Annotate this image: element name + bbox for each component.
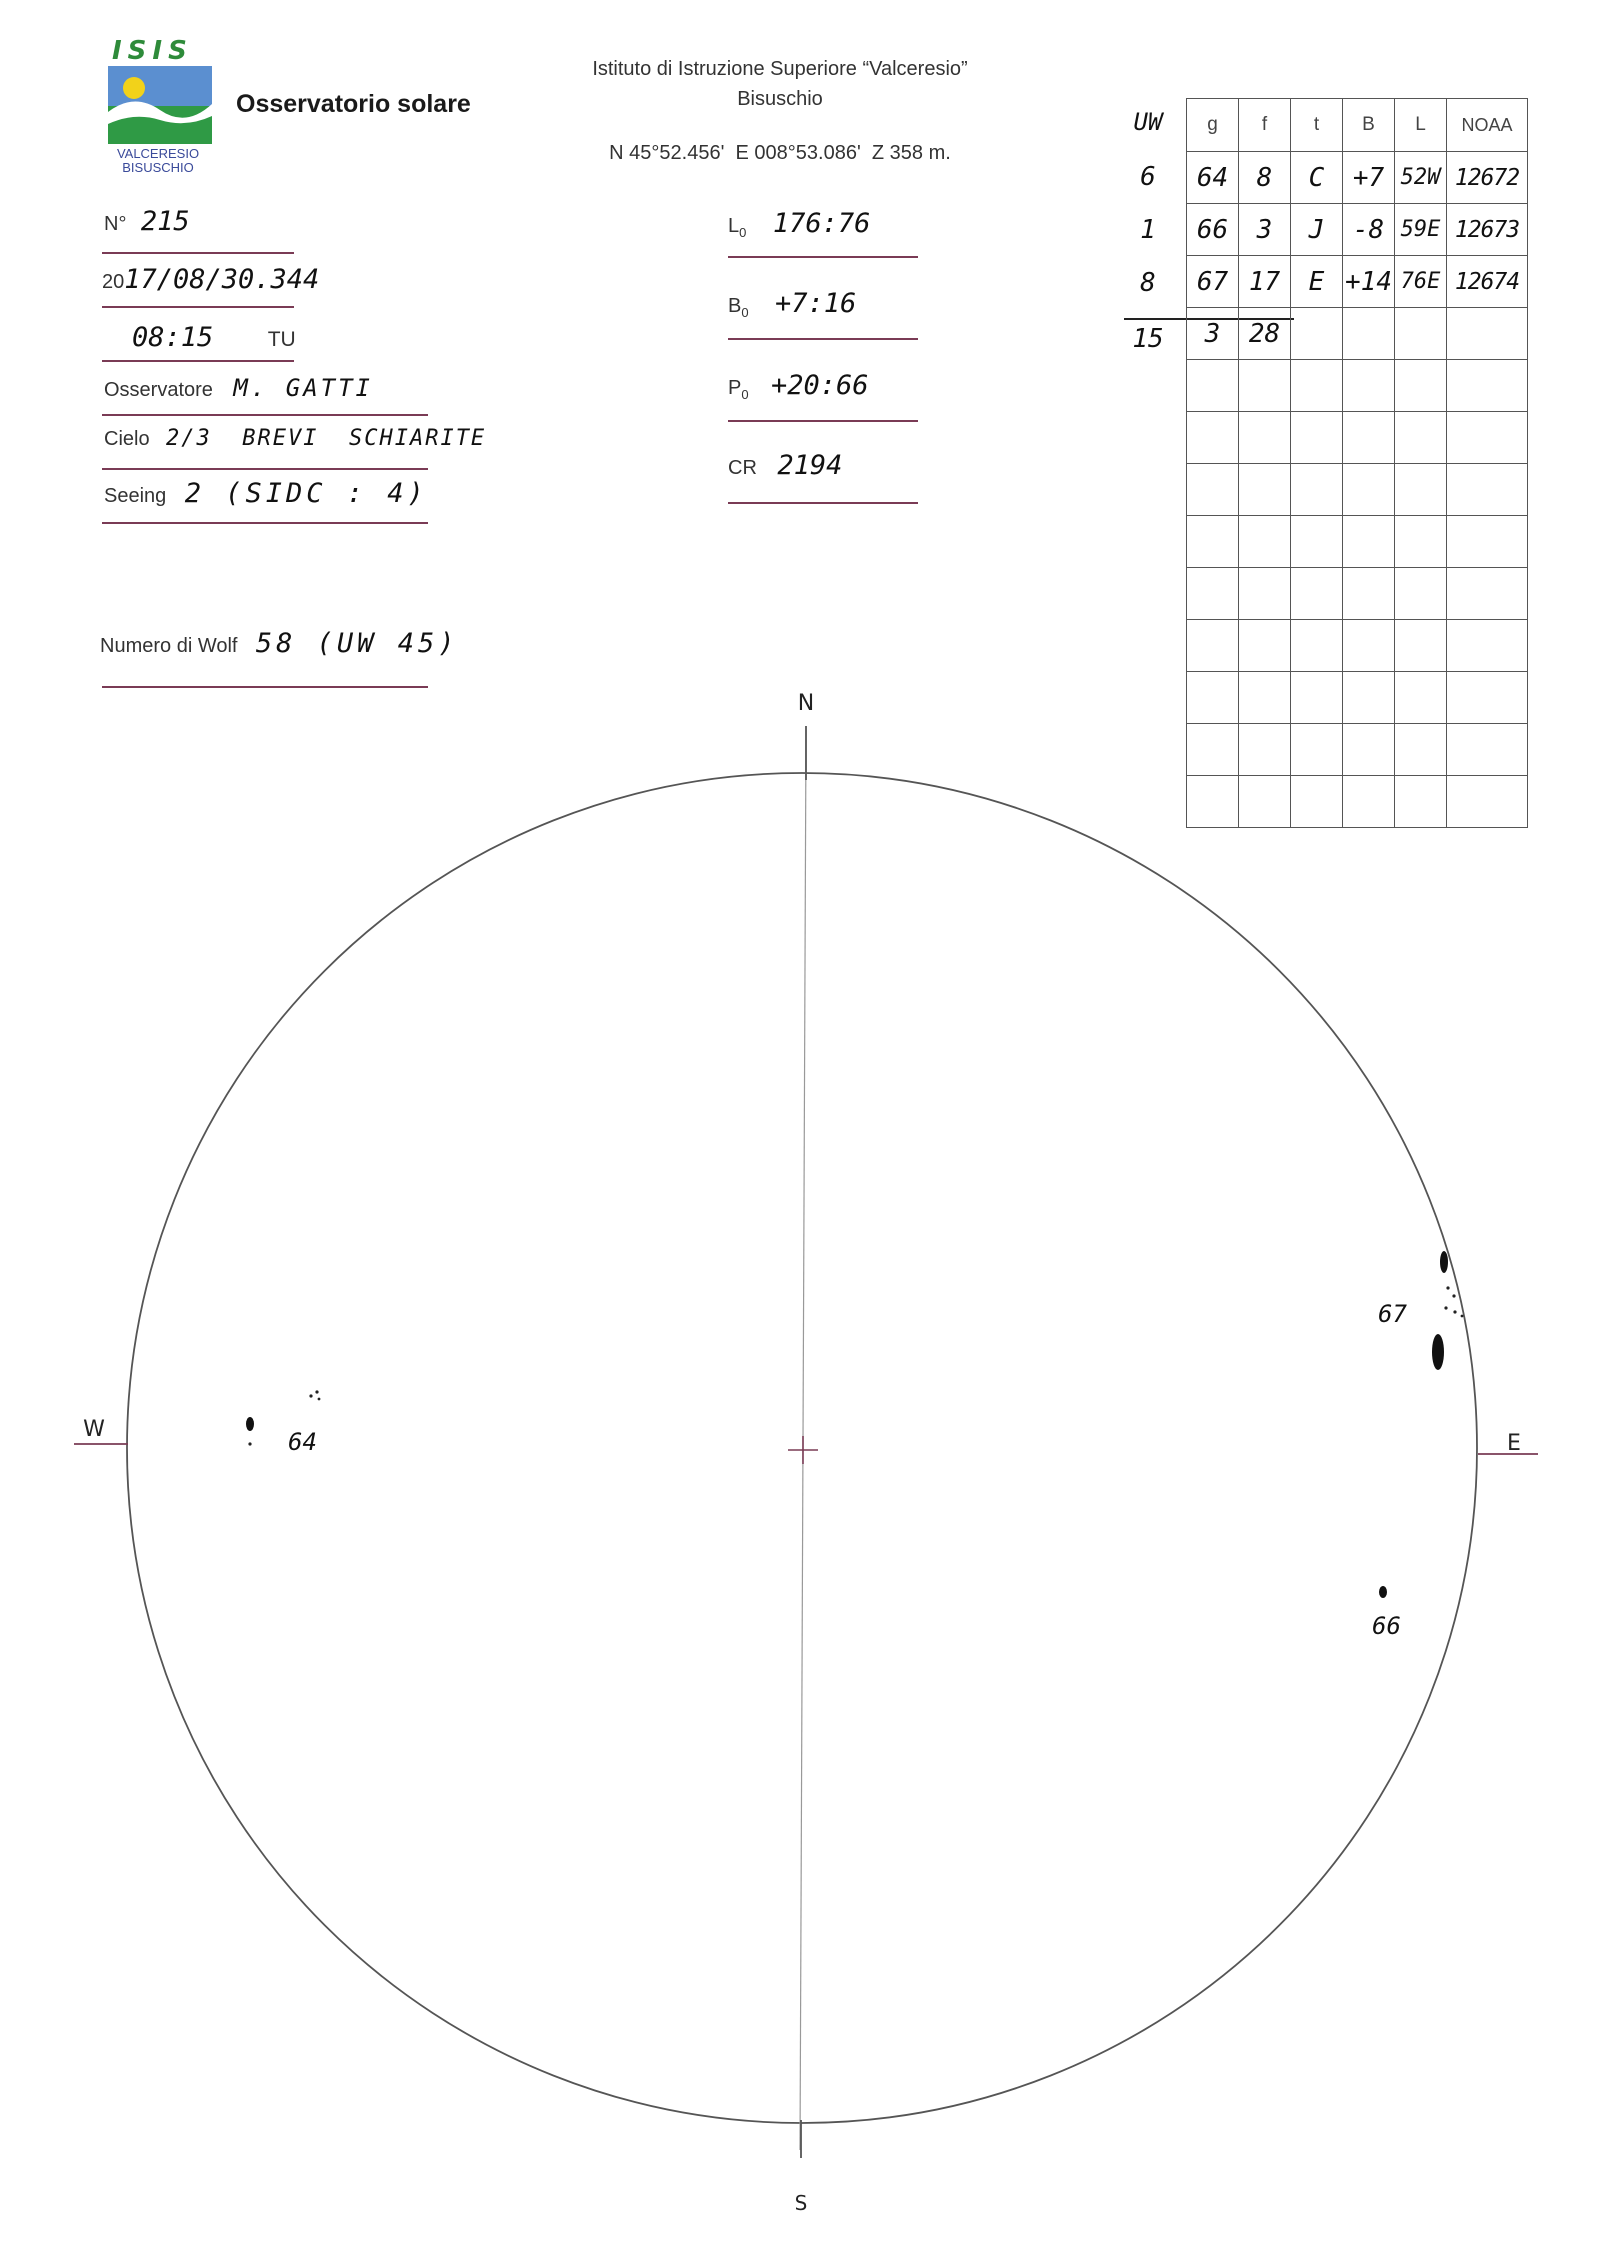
col-header-B: B xyxy=(1343,99,1395,152)
field-time-unit: TU xyxy=(267,328,296,351)
cell-f: 3 xyxy=(1239,204,1291,256)
observatory-title: Osservatorio solare xyxy=(236,90,471,118)
sunspot xyxy=(1379,1586,1387,1598)
cell-noaa: 12674 xyxy=(1447,256,1528,308)
cell-t: C xyxy=(1291,152,1343,204)
logo-wordmark: ISIS xyxy=(112,36,193,66)
uw-value: 1 xyxy=(1140,215,1156,245)
group-label-66: 66 xyxy=(1372,1612,1401,1640)
solar-disk-outline xyxy=(127,773,1477,2123)
cell-total-f: 28 xyxy=(1239,308,1291,360)
cell-f: 8 xyxy=(1239,152,1291,204)
ephem-CR-label: CR xyxy=(728,457,757,479)
col-header-f: f xyxy=(1239,99,1291,152)
cell-B: +7 xyxy=(1343,152,1395,204)
cell-L: 59E xyxy=(1395,204,1447,256)
institute-town: Bisuschio xyxy=(737,88,823,110)
group-label-64: 64 xyxy=(288,1428,317,1456)
sunspot-pore xyxy=(1452,1294,1455,1297)
uw-header: UW xyxy=(1133,108,1163,136)
cell-t: E xyxy=(1291,256,1343,308)
uw-value: 6 xyxy=(1140,162,1156,192)
field-wolf-label: Numero di Wolf xyxy=(100,635,238,657)
field-time-value: 08:15 xyxy=(132,322,214,353)
cell-total-g: 3 xyxy=(1187,308,1239,360)
field-number-label: N° xyxy=(104,213,127,235)
uw-value: 8 xyxy=(1140,268,1156,298)
sunspot xyxy=(246,1417,254,1431)
logo-subtitle-2: BISUSCHIO xyxy=(122,160,194,175)
field-date-label: 20 xyxy=(102,271,125,293)
cell-noaa: 12673 xyxy=(1447,204,1528,256)
col-header-noaa: NOAA xyxy=(1447,99,1528,152)
east-label: E xyxy=(1507,1431,1521,1456)
field-seeing-label: Seeing xyxy=(104,485,167,507)
field-date-value: 17/08/30.344 xyxy=(124,264,320,295)
ephem-P0-label: $P_0$ xyxy=(728,377,749,402)
sunspot-pore xyxy=(248,1442,251,1445)
field-observer-value: M. GATTI xyxy=(233,374,373,402)
sunspot-pore xyxy=(309,1394,312,1397)
cell-f: 17 xyxy=(1239,256,1291,308)
west-label: W xyxy=(83,1417,105,1442)
sunspot-pore xyxy=(315,1390,318,1393)
group-label-67: 67 xyxy=(1378,1300,1407,1328)
sunspot-pore xyxy=(1453,1310,1456,1313)
sunspot-pore xyxy=(1444,1306,1447,1309)
col-header-g: g xyxy=(1187,99,1239,152)
south-label: S xyxy=(794,2191,808,2215)
uw-total: 15 xyxy=(1132,324,1164,354)
col-header-t: t xyxy=(1291,99,1343,152)
sunspot-pore xyxy=(1461,1315,1464,1318)
cell-g: 67 xyxy=(1187,256,1239,308)
field-number-value: 215 xyxy=(140,206,190,237)
ephem-P0-value: +20:66 xyxy=(771,370,869,401)
ephem-B0-label: $B_0$ xyxy=(728,295,749,320)
ephem-CR-value: 2194 xyxy=(777,450,843,481)
sunspot xyxy=(1440,1251,1448,1273)
sunspot xyxy=(1432,1334,1444,1370)
observatory-coordinates: N 45°52.456' E 008°53.086' Z 358 m. xyxy=(609,142,951,164)
institute-name: Istituto di Istruzione Superiore “Valceresio” xyxy=(592,58,968,80)
cell-L: 52W xyxy=(1395,152,1447,204)
ephem-B0-value: +7:16 xyxy=(775,288,857,319)
cell-B: -8 xyxy=(1343,204,1395,256)
field-sky-value: 2/3 BREVI SCHIARITE xyxy=(166,426,487,451)
field-sky-label: Cielo xyxy=(104,428,150,450)
north-label: N xyxy=(797,691,815,716)
ephem-L0-label: $L_0$ xyxy=(728,215,747,240)
cell-g: 66 xyxy=(1187,204,1239,256)
logo-subtitle-1: VALCERESIO xyxy=(116,146,200,161)
field-wolf-value: 58 (UW 45) xyxy=(255,628,459,659)
sunspot-pore xyxy=(1446,1286,1449,1289)
field-observer-label: Osservatore xyxy=(104,379,213,401)
col-header-L: L xyxy=(1395,99,1447,152)
cell-noaa: 12672 xyxy=(1447,152,1528,204)
ephem-L0-value: 176:76 xyxy=(772,208,871,239)
cell-B: +14 xyxy=(1343,256,1395,308)
sunspot-pore xyxy=(318,1398,321,1401)
cell-t: J xyxy=(1291,204,1343,256)
cell-L: 76E xyxy=(1395,256,1447,308)
cell-g: 64 xyxy=(1187,152,1239,204)
field-seeing-value: 2 (SIDC : 4) xyxy=(184,478,428,509)
